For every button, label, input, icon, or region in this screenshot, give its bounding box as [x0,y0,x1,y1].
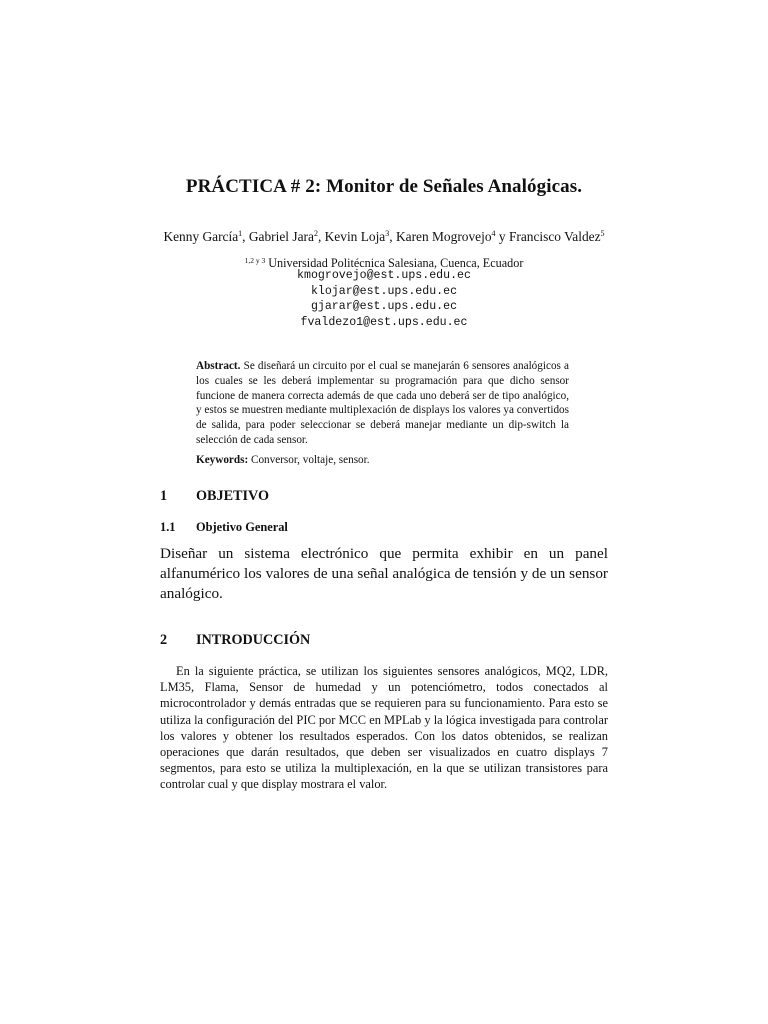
author-superscript: 1 [238,229,243,238]
email: kmogrovejo@est.ups.edu.ec [297,269,471,282]
abstract-text: Se diseñará un circuito por el cual se manejarán 6 sensores analógicos a los cuales se les deberá implementar su programación para que dicho sensor funcione de manera correcta además de que cada uno deberá ser de tipo analógico, y estos se muestren mediante multiplexación de displays los valores ya convertidos de salida, para poder seleccionar se deberá manejar mediante un dip-switch la selección de cada sensor. [196,360,569,446]
author: Kenny García$^1$, [163,229,249,244]
email: fvaldezo1@est.ups.edu.ec [300,315,468,329]
author-list [0,229,768,245]
author-superscript: 3 [385,229,390,238]
author-superscript: 2 [313,229,318,238]
keywords-label: Keywords: [196,454,249,466]
author: Karen Mogrovejo$^4$ y [395,229,509,244]
section-title: INTRODUCCIÓN [196,632,311,648]
affiliation-text: Universidad Politécnica Salesiana, Cuenca, Ecuador [268,256,524,270]
section-heading-introduccion [160,632,310,649]
section-heading-objetivo [160,488,269,505]
email: gjarar@est.ups.edu.ec [310,300,458,313]
affiliation-superscript: 1,2 y 3 [244,256,266,265]
section-number: 2 [160,632,168,648]
section-number: 1 [160,488,168,504]
author: Francisco Valdez$^5$ [508,229,605,244]
keywords-text: Conversor, voltaje, sensor. [251,454,370,466]
abstract-label: Abstract. [196,360,241,372]
introduccion-paragraph: En la siguiente práctica, se utilizan los siguientes sensores analógicos, MQ2, LDR, LM35, Flama, Sensor de humedad y un potenciómetro, todos conectados al microcontrolador y demás entradas que se requieren para su funcionamiento. Para esto se utiliza la configuración del PIC por MCC en MPLab y la lógica investigada para controlar los valores y obtener los resultados esperados. Con los datos obtenidos, se realizan operaciones que darán resultados, que deben ser visualizados en cuatro displays 7 segmentos, para esto se utiliza la multiplexación, en la que se utilizan transistores para controlar cual y que display mostrara el valor. [160,664,608,792]
email: klojar@est.ups.edu.ec [310,284,458,298]
author-superscript: 4 [491,229,496,238]
subsection-title: Objetivo General [196,520,288,534]
abstract [196,359,569,448]
author: Kevin Loja$^3$, [324,229,396,244]
objetivo-paragraph: Diseñar un sistema electrónico que permita exhibir en un panel alfanumérico los valores de una señal analógica de tensión y de un sensor analógico. [160,545,608,602]
keywords [196,453,569,468]
author: Gabriel Jara$^2$, [248,229,325,244]
section-title: OBJETIVO [196,488,270,504]
paper-title: PRÁCTICA # 2: Monitor de Señales Analógicas. [185,176,583,197]
author-superscript: 5 [600,229,605,238]
subsection-heading-objetivo-general [160,520,288,535]
email-list [0,268,768,330]
subsection-number: 1.1 [160,520,176,534]
